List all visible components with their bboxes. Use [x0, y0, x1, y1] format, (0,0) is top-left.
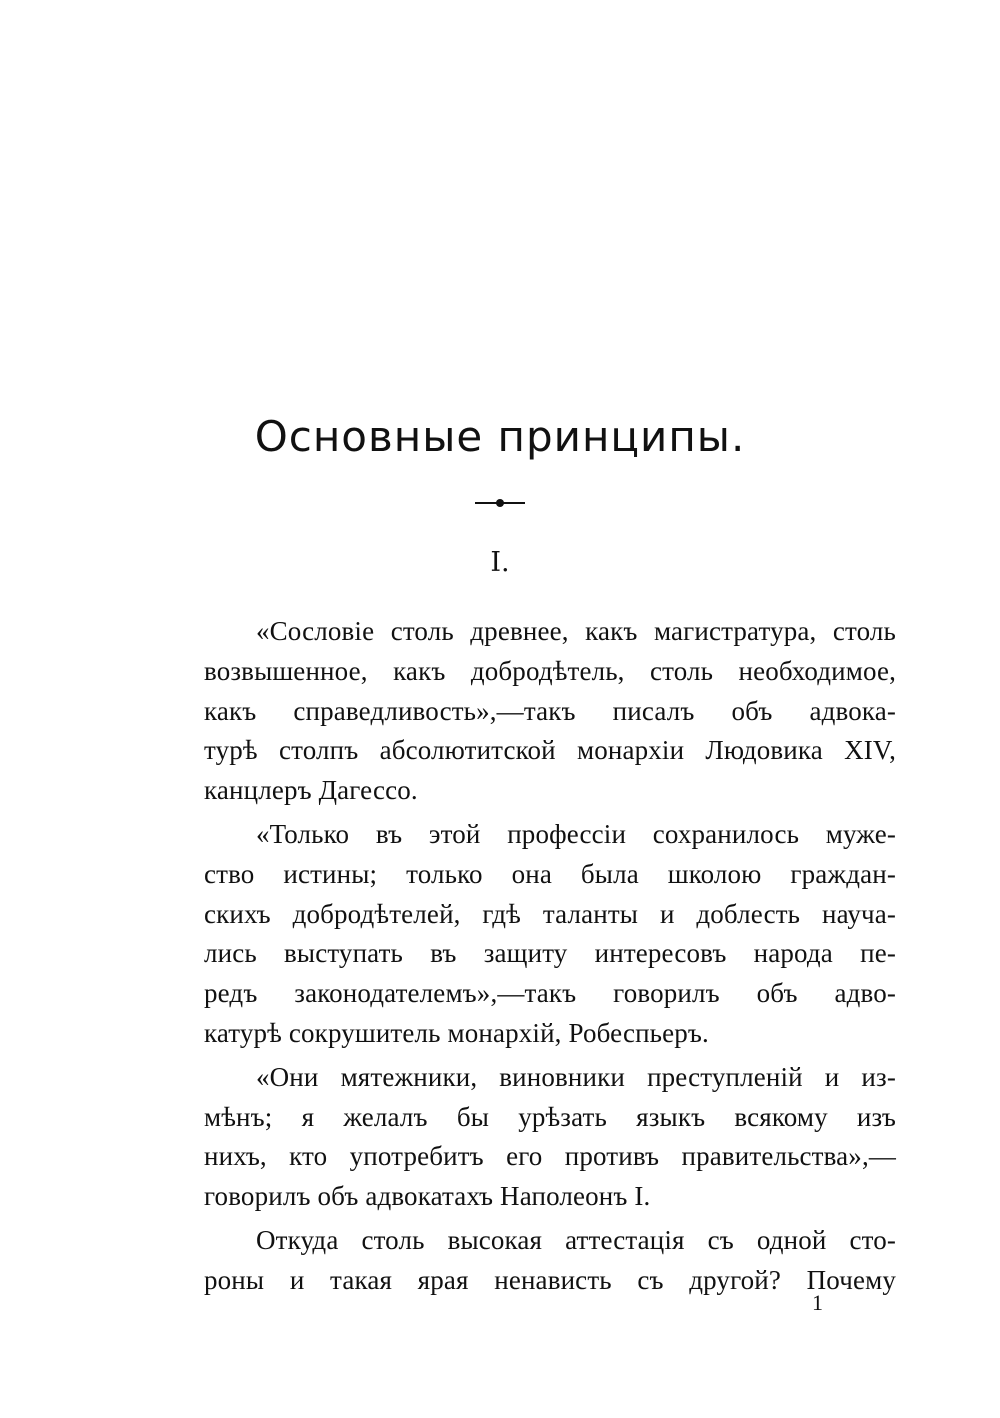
- body-text: [152, 612, 896, 1305]
- text-line: канцлеръ Дагессо.: [204, 775, 418, 806]
- text-line: ство истины; только она была школою граждан-: [204, 858, 896, 889]
- text-line: катурѣ сокрушитель монархій, Робеспьеръ.: [204, 1017, 709, 1048]
- text-line: нихъ, кто употребитъ его противъ правительства»,—: [204, 1141, 896, 1172]
- ornament-line-left: [475, 502, 497, 504]
- section-number: I.: [490, 547, 510, 578]
- paragraph-4: [152, 1221, 896, 1301]
- text-line: возвышенное, какъ добродѣтель, столь необходимое,: [204, 655, 896, 686]
- ornament-line-right: [503, 502, 525, 504]
- page-number: 1: [812, 1290, 823, 1315]
- text-line: роны и такая ярая ненависть съ другой? Почему: [204, 1264, 896, 1295]
- text-line: говорилъ объ адвокатахъ Наполеонъ I.: [204, 1181, 651, 1212]
- text-line: Откуда столь высокая аттестація съ одной сто-: [256, 1224, 896, 1255]
- text-line: «Только въ этой профессіи сохранилось муже-: [256, 818, 896, 849]
- text-line: какъ справедливость»,—такъ писалъ объ адвока-: [204, 695, 896, 726]
- chapter-title: Основные принципы.: [254, 412, 746, 461]
- text-line: редъ законодателемъ»,—такъ говорилъ объ адво-: [204, 978, 896, 1009]
- text-line: скихъ добродѣтелей, гдѣ таланты и доблесть научa-: [204, 898, 896, 929]
- text-line: «Они мятежники, виновники преступленій и из-: [256, 1061, 896, 1092]
- paragraph-2: [152, 815, 896, 1054]
- paragraph-1: [152, 612, 896, 811]
- paragraph-3: [152, 1058, 896, 1217]
- text-line: лись выступать въ защиту интересовъ народа пе-: [204, 938, 896, 969]
- ornament-divider: [0, 492, 1000, 514]
- text-line: «Сословіе столь древнее, какъ магистратура, столь: [256, 616, 896, 646]
- text-line: мѣнъ; я желалъ бы урѣзать языкъ всякому изъ: [204, 1101, 896, 1132]
- text-line: турѣ столпъ абсолютитской монархіи Людовика XIV,: [204, 735, 896, 766]
